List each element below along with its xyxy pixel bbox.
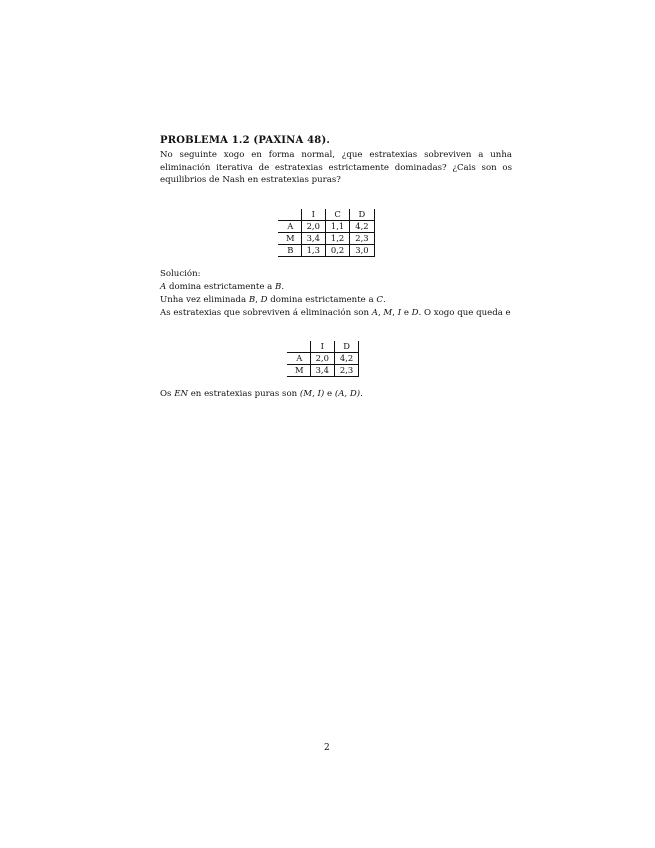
table-row — [278, 245, 374, 257]
solution-heading: Solución: — [160, 269, 201, 279]
table-row — [278, 233, 374, 245]
payoff-cell: 3,4 — [301, 233, 325, 245]
column-header: C — [325, 209, 349, 221]
row-label: A — [278, 221, 301, 233]
payoff-table-reduced — [287, 341, 359, 377]
payoff-cell: 2,3 — [350, 233, 374, 245]
page-number: 2 — [324, 743, 330, 753]
payoff-cell: 1,2 — [325, 233, 349, 245]
row-label: A — [287, 353, 310, 365]
column-header: D — [334, 341, 358, 353]
problem-title: PROBLEMA 1.2 (PAXINA 48). — [160, 135, 331, 146]
payoff-cell: 3,4 — [310, 365, 334, 377]
payoff-cell: 1,3 — [301, 245, 325, 257]
row-label: M — [287, 365, 310, 377]
solution-line-4: Os EN en estratexias puras son (M, I) e (A, D). — [160, 389, 363, 399]
table-row — [287, 353, 359, 365]
table-row — [278, 221, 374, 233]
solution-line-1: A domina estrictamente a B. — [160, 282, 285, 292]
payoff-cell: 2,0 — [310, 353, 334, 365]
payoff-cell: 2,0 — [301, 221, 325, 233]
payoff-table-full — [278, 209, 375, 257]
payoff-cell: 1,1 — [325, 221, 349, 233]
table-row — [287, 365, 359, 377]
payoff-cell: 4,2 — [334, 353, 358, 365]
row-label: M — [278, 233, 301, 245]
payoff-cell: 2,3 — [334, 365, 358, 377]
solution-line-3: As estratexias que sobreviven á eliminación son A, M, I e D. O xogo que queda e — [160, 308, 511, 318]
payoff-cell: 4,2 — [350, 221, 374, 233]
problem-statement: No seguinte xogo en forma normal, ¿que estratexias sobreviven a unha eliminación iterativa de estratexias estrictamente dominadas? ¿Cais son os equilibrios de Nash en estratexias puras? — [160, 150, 512, 185]
payoff-cell: 0,2 — [325, 245, 349, 257]
column-header: I — [301, 209, 325, 221]
column-header: D — [350, 209, 374, 221]
column-header: I — [310, 341, 334, 353]
solution-line-2: Unha vez eliminada B, D domina estrictamente a C. — [160, 295, 386, 305]
payoff-cell: 3,0 — [350, 245, 374, 257]
row-label: B — [278, 245, 301, 257]
